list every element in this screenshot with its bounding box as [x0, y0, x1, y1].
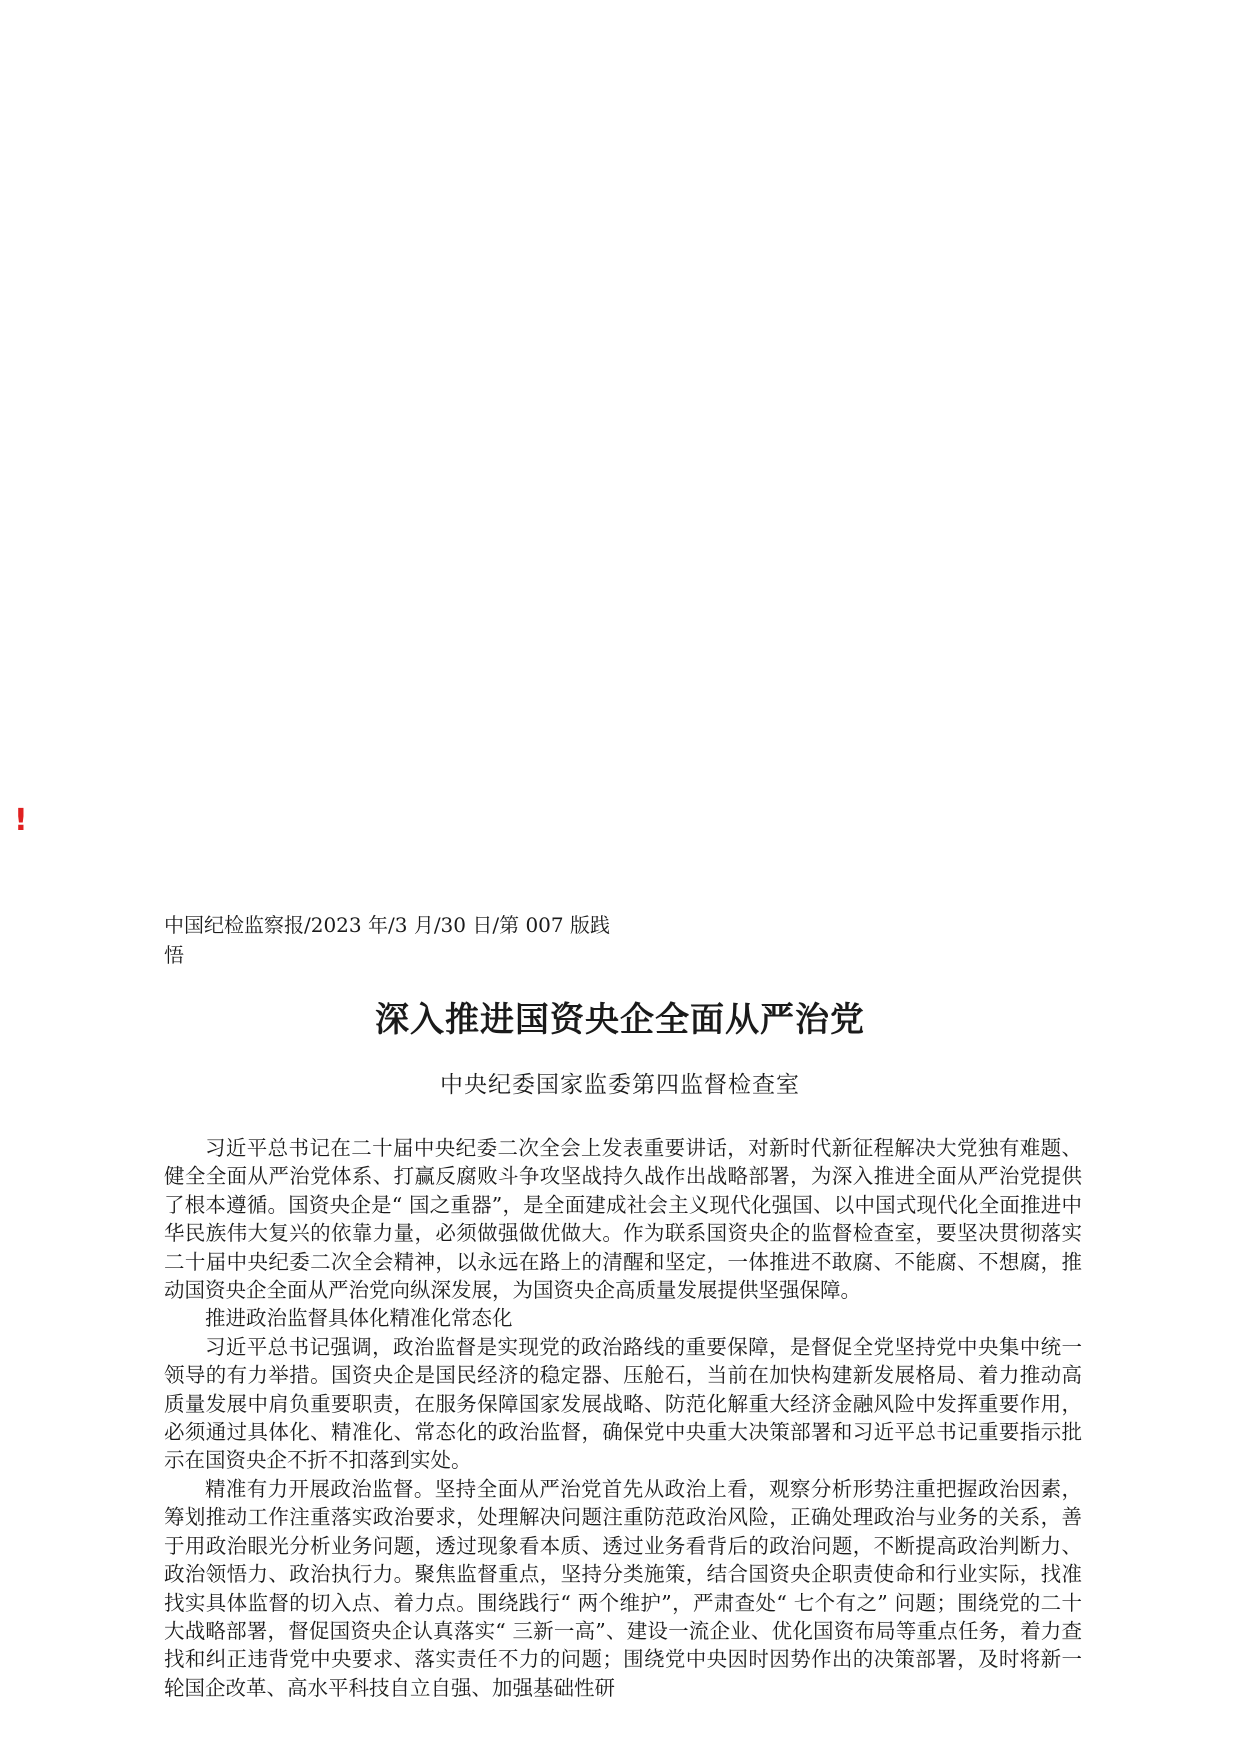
section-heading: 推进政治监督具体化精准化常态化 [205, 1306, 513, 1331]
source-line: 中国纪检监察报/2023 年/3 月/30 日/第 007 版践悟 [164, 913, 610, 967]
red-exclamation-mark: ! [14, 803, 28, 838]
paragraph-intro: 习近平总书记在二十届中央纪委二次全会上发表重要讲话，对新时代新征程解决大党独有难题、健全全面从严治党体系、打赢反腐败斗争攻坚战持久战作出战略部署，为深入推进全面从严治党提供了根本遵循。国资央企是“ 国之重器”，是全面建成社会主义现代化强国、以中国式现代化全面推进中华民族伟大复兴的依靠力量，必须做强做优做大。作为联系国资央企的监督检查室，要坚决贯彻落实二十届中央纪委二次全会精神，以永远在路上的清醒和坚定，一体推进不敢腐、不能腐、不想腐，推动国资央企全面从严治党向纵深发展，为国资央企高质量发展提供坚强保障。 [164, 1136, 1082, 1303]
paragraph-precise-supervision: 精准有力开展政治监督。坚持全面从严治党首先从政治上看，观察分析形势注重把握政治因素，筹划推动工作注重落实政治要求，处理解决问题注重防范政治风险，正确处理政治与业务的关系，善于用政治眼光分析业务问题，透过现象看本质、透过业务看背后的政治问题，不断提高政治判断力、政治领悟力、政治执行力。聚焦监督重点，坚持分类施策，结合国资央企职责使命和行业实际，找准找实具体监督的切入点、着力点。围绕践行“ 两个维护”，严肃查处“ 七个有之” 问题；围绕党的二十大战略部署，督促国资央企认真落实“ 三新一高”、建设一流企业、优化国资布局等重点任务，着力查找和纠正违背党中央要求、落实责任不力的问题；围绕党中央因时因势作出的决策部署，及时将新一轮国企改革、高水平科技自立自强、加强基础性研 [164, 1476, 1082, 1700]
article-title: 深入推进国资央企全面从严治党 [375, 1000, 865, 1040]
article-author: 中央纪委国家监委第四监督检查室 [440, 1072, 800, 1098]
paragraph-political-supervision: 习近平总书记强调，政治监督是实现党的政治路线的重要保障，是督促全党坚持党中央集中统一领导的有力举措。国资央企是国民经济的稳定器、压舱石，当前在加快构建新发展格局、着力推动高质量发展中肩负重要职责，在服务保障国家发展战略、防范化解重大经济金融风险中发挥重要作用，必须通过具体化、精准化、常态化的政治监督，确保党中央重大决策部署和习近平总书记重要指示批示在国资央企不折不扣落到实处。 [164, 1334, 1082, 1473]
article-body [164, 1134, 1082, 1702]
